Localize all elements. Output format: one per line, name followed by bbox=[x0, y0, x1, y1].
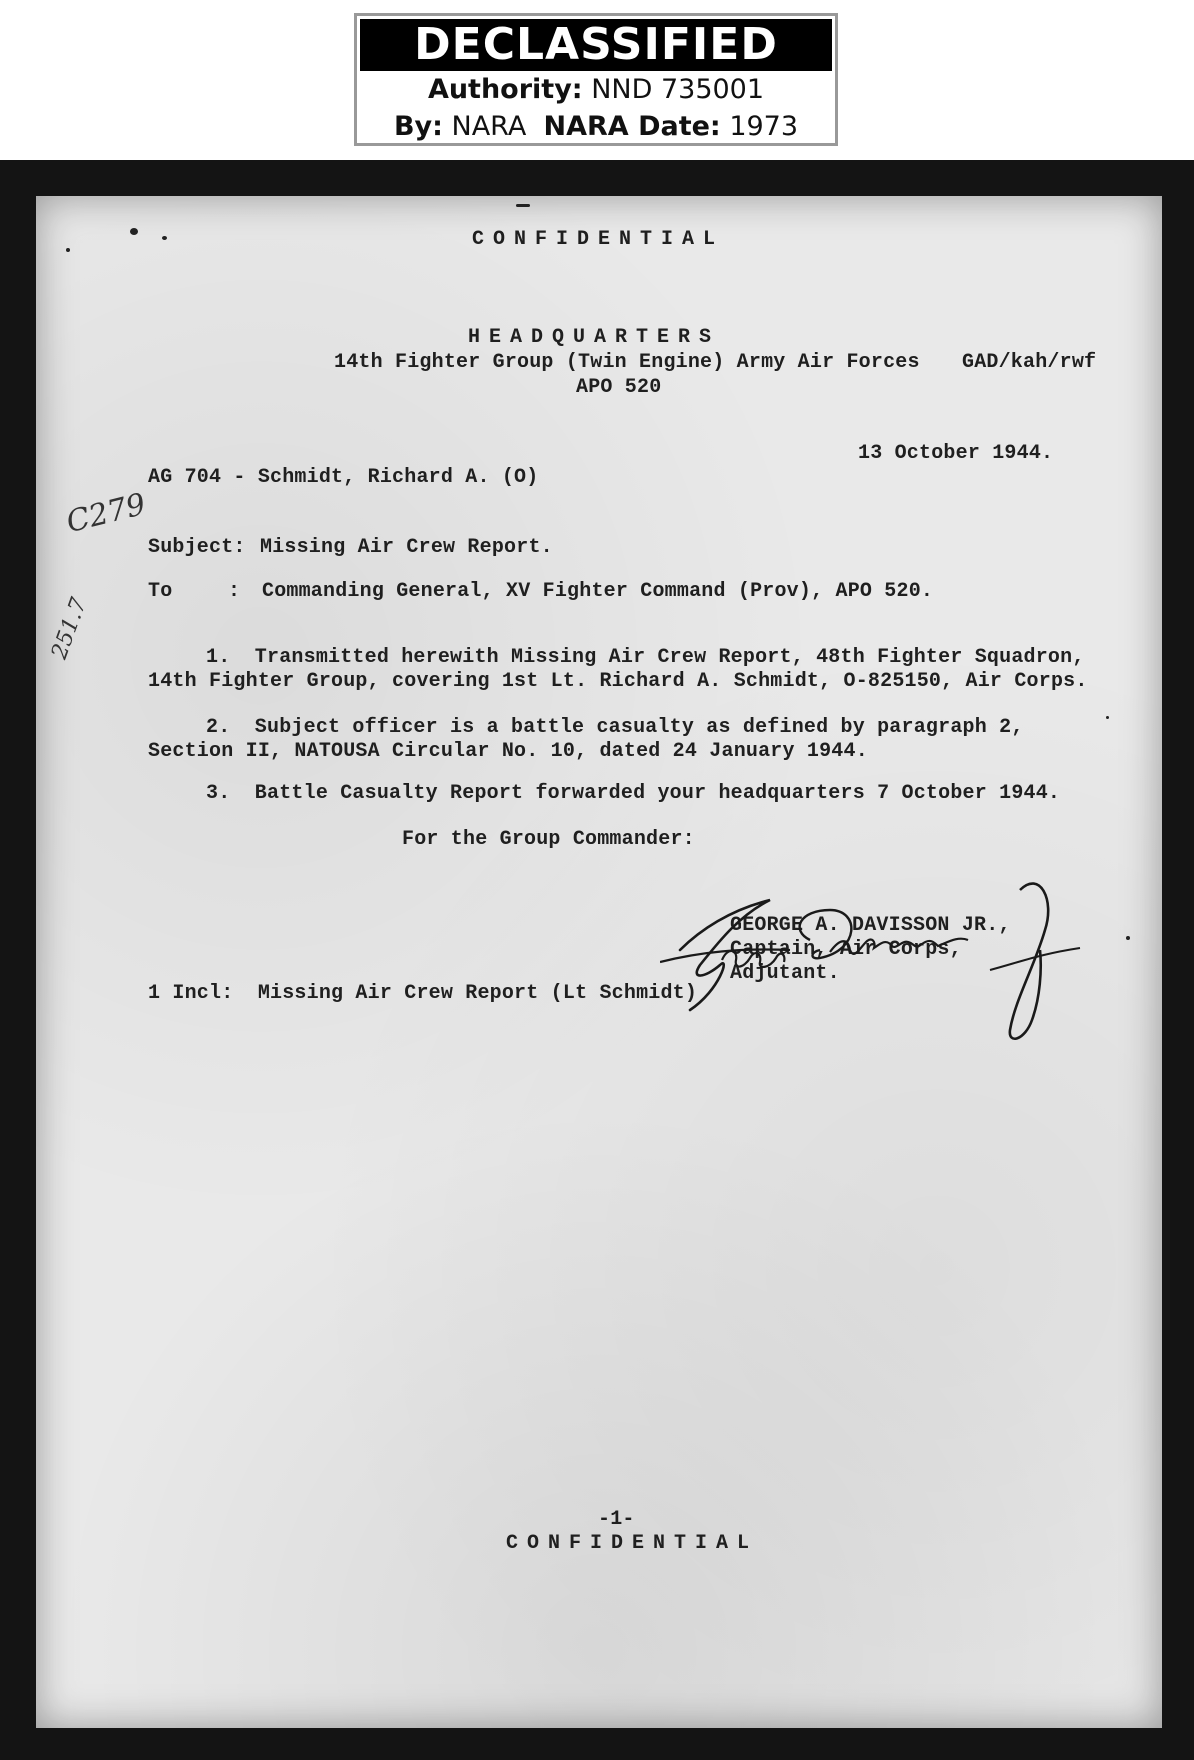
stamp-date-value: 1973 bbox=[729, 111, 799, 142]
page-number: -1- bbox=[598, 1508, 635, 1531]
subject-label: Subject: bbox=[148, 536, 246, 559]
file-reference: AG 704 - Schmidt, Richard A. (O) bbox=[148, 466, 539, 489]
signer-name: GEORGE A. DAVISSON JR., bbox=[730, 914, 1011, 937]
to-colon: : bbox=[228, 580, 241, 603]
scan-speck bbox=[1126, 936, 1130, 940]
handwritten-note-c279: C279 bbox=[62, 486, 150, 541]
hq-apo: APO 520 bbox=[576, 376, 662, 399]
declassified-stamp bbox=[354, 13, 838, 146]
stamp-authority-label: Authority: bbox=[427, 74, 583, 105]
scan-speck bbox=[66, 248, 70, 252]
signer-title: Adjutant. bbox=[730, 962, 840, 985]
scan-speck bbox=[130, 228, 138, 235]
stamp-date-label: NARA Date: bbox=[543, 111, 721, 142]
classification-bottom: CONFIDENTIAL bbox=[506, 1532, 759, 1555]
paragraph-1-line-2: 14th Fighter Group, covering 1st Lt. Richard A. Schmidt, O-825150, Air Corps. bbox=[148, 670, 1088, 693]
stamp-by-line bbox=[357, 108, 835, 145]
scan-speck bbox=[516, 204, 530, 207]
classification-top: CONFIDENTIAL bbox=[472, 228, 725, 251]
paragraph-2-line-1: 2. Subject officer is a battle casualty as defined by paragraph 2, bbox=[206, 716, 1024, 739]
stamp-authority-line bbox=[357, 71, 835, 108]
hq-unit: 14th Fighter Group (Twin Engine) Army Air Forces bbox=[334, 351, 920, 374]
reference-initials: GAD/kah/rwf bbox=[962, 351, 1097, 374]
stamp-authority-value: NND 735001 bbox=[591, 74, 765, 105]
signature-mark bbox=[660, 870, 1100, 1050]
stamp-by-value: NARA bbox=[451, 111, 527, 142]
signer-rank: Captain, Air Corps, bbox=[730, 938, 962, 961]
paragraph-3: 3. Battle Casualty Report forwarded your headquarters 7 October 1944. bbox=[206, 782, 1061, 805]
inclosure-line: 1 Incl: Missing Air Crew Report (Lt Schmidt) bbox=[148, 982, 698, 1005]
closing-line: For the Group Commander: bbox=[402, 828, 695, 851]
paragraph-1-line-1: 1. Transmitted herewith Missing Air Crew Report, 48th Fighter Squadron, bbox=[206, 646, 1085, 669]
stamp-by-label: By: bbox=[393, 111, 443, 142]
hq-title: HEADQUARTERS bbox=[468, 326, 721, 349]
subject-value: Missing Air Crew Report. bbox=[260, 536, 553, 559]
handwritten-note-251: 251.7 bbox=[46, 594, 93, 663]
document-date: 13 October 1944. bbox=[858, 442, 1054, 465]
paragraph-2-line-2: Section II, NATOUSA Circular No. 10, dated 24 January 1944. bbox=[148, 740, 868, 763]
scan-speck bbox=[1106, 716, 1109, 719]
stamp-title: DECLASSIFIED bbox=[360, 19, 832, 71]
scan-speck bbox=[162, 236, 167, 240]
to-value: Commanding General, XV Fighter Command (Prov), APO 520. bbox=[262, 580, 934, 603]
to-label: To bbox=[148, 580, 173, 603]
